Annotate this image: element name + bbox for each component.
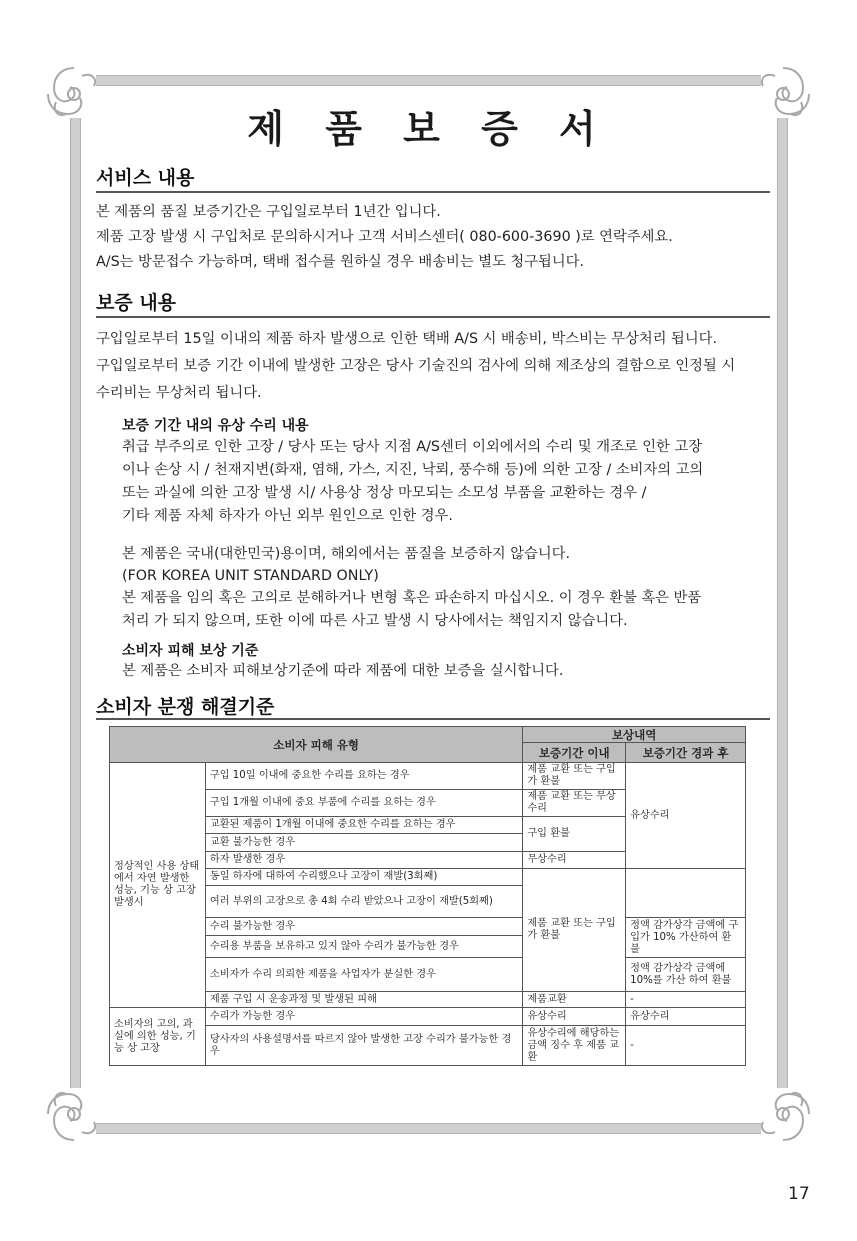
paid-repair-line: 이나 손상 시 / 천재지변(화재, 염해, 가스, 지진, 낙뢰, 풍수해 등)에 의한 고장 / 소비자의 고의 (122, 462, 704, 478)
table-row (110, 869, 746, 886)
table-cell: 구입 환불 (523, 817, 626, 852)
table-cell: 동일 하자에 대하여 수리했으나 고장이 재발(3회째) (205, 869, 522, 886)
notice-line: 본 제품을 임의 혹은 고의로 분해하거나 변형 혹은 파손하지 마십시오. 이 경우 환불 혹은 반품 (122, 590, 702, 606)
table-cell: - (626, 992, 746, 1008)
table-cell: 수리용 부품을 보유하고 있지 않아 수리가 불가능한 경우 (205, 936, 522, 958)
table-cell: 유상수리에 해당하는 금액 징수 후 제품 교환 (523, 1026, 626, 1066)
page-number: 17 (788, 1184, 810, 1204)
table-cell: 유상수리 (626, 763, 746, 869)
service-line: 본 제품의 품질 보증기간은 구입일로부터 1년간 입니다. (96, 204, 441, 220)
warranty-line: 구입일로부터 보증 기간 이내에 발생한 고장은 당사 기술진의 검사에 의해 제조상의 결함으로 인정될 시 (96, 358, 736, 374)
compensation-line: 본 제품은 소비자 피해보상기준에 따라 제품에 대한 보증을 실시합니다. (122, 663, 564, 679)
table-cell: 여러 부위의 고장으로 총 4회 수리 받았으나 고장이 재발(5회째) (205, 886, 522, 918)
table-cell: 구입 1개월 이내에 중요 부품에 수리를 요하는 경우 (205, 790, 522, 817)
table-header-within: 보증기간 이내 (523, 743, 626, 763)
frame-right-border (777, 118, 788, 1088)
table-header-after: 보증기간 경과 후 (626, 743, 746, 763)
table-cell: 정액 감가상각 금액에 10%를 가산 하여 환불 (626, 958, 746, 992)
table-cell: 수리가 가능한 경우 (205, 1008, 522, 1026)
table-cell: - (626, 1026, 746, 1066)
table-cell: 정액 감가상각 금액에 구입가 10% 가산하여 환불 (626, 918, 746, 958)
table-cell: 제품교환 (523, 992, 626, 1008)
service-line: A/S는 방문접수 가능하며, 택배 접수를 원하실 경우 배송비는 별도 청구됩니다. (96, 254, 584, 270)
notice-line: 처리 가 되지 않으며, 또한 이에 따른 사고 발생 시 당사에서는 책임지지 않습니다. (122, 613, 628, 629)
table-row (110, 918, 746, 936)
table-cell: 교환 불가능한 경우 (205, 834, 522, 852)
table-cell: 제품 구입 시 운송과정 및 발생된 피해 (205, 992, 522, 1008)
table-row (110, 1008, 746, 1026)
table-cell: 제품 교환 또는 구입가 환불 (523, 869, 626, 992)
frame-top-border (96, 75, 761, 86)
table-row (110, 763, 746, 790)
compensation-title: 소비자 피해 보상 기준 (122, 643, 259, 659)
table-row (110, 992, 746, 1008)
section-divider (96, 316, 770, 318)
notice-line: (FOR KOREA UNIT STANDARD ONLY) (122, 568, 379, 584)
paid-repair-line: 기타 제품 자체 하자가 아닌 외부 원인으로 인한 경우. (122, 508, 453, 524)
warranty-heading: 보증 내용 (96, 292, 177, 314)
frame-left-border (70, 118, 81, 1088)
section-divider (96, 718, 770, 720)
table-row (110, 1026, 746, 1066)
corner-ornament-icon (42, 1082, 106, 1146)
table-cell: 유상수리 (523, 1008, 626, 1026)
table-header-type: 소비자 피해 유형 (110, 727, 523, 763)
table-cell: 무상수리 (523, 852, 626, 869)
table-row (110, 958, 746, 992)
section-divider (96, 191, 770, 193)
table-cell: 하자 발생한 경우 (205, 852, 522, 869)
table-cell: 유상수리 (626, 1008, 746, 1026)
paid-repair-line: 취급 부주의로 인한 고장 / 당사 또는 당사 지점 A/S센터 이외에서의 수리 및 개조로 인한 고장 (122, 439, 703, 455)
table-cell: 제품 교환 또는 구입가 환불 (523, 763, 626, 790)
table-header-compensation: 보상내역 (523, 727, 746, 743)
service-heading: 서비스 내용 (96, 167, 195, 189)
corner-ornament-icon (751, 1082, 815, 1146)
notice-line: 본 제품은 국내(대한민국)용이며, 해외에서는 품질을 보증하지 않습니다. (122, 546, 571, 562)
frame-bottom-border (96, 1123, 761, 1134)
table-cell (626, 869, 746, 918)
warranty-line: 구입일로부터 15일 이내의 제품 하자 발생으로 인한 택배 A/S 시 배송비, 박스비는 무상처리 됩니다. (96, 331, 718, 347)
table-cell: 수리 불가능한 경우 (205, 918, 522, 936)
page-title: 제 품 보 증 서 (247, 107, 610, 151)
service-line: 제품 고장 발생 시 구입처로 문의하시거나 고객 서비스센터( 080-600-3690 )로 연락주세요. (96, 229, 673, 245)
paid-repair-line: 또는 과실에 의한 고장 발생 시/ 사용상 정상 마모되는 소모성 부품을 교환하는 경우 / (122, 485, 647, 501)
dispute-heading: 소비자 분쟁 해결기준 (96, 696, 275, 718)
paid-repair-title: 보증 기간 내의 유상 수리 내용 (122, 418, 309, 434)
table-cell: 소비자의 고의, 과실에 의한 성능, 기능 상 고장 (110, 1008, 206, 1066)
table-cell: 당사자의 사용설명서를 따르지 않아 발생한 고장 수리가 불가능한 경우 (205, 1026, 522, 1066)
table-cell: 교환된 제품이 1개월 이내에 중요한 수리를 요하는 경우 (205, 817, 522, 834)
table-cell: 정상적인 사용 상태에서 자연 발생한 성능, 기능 상 고장 발생시 (110, 763, 206, 1008)
warranty-line: 수리비는 무상처리 됩니다. (96, 385, 262, 401)
table-cell: 구입 10일 이내에 중요한 수리를 요하는 경우 (205, 763, 522, 790)
table-cell: 제품 교환 또는 무상수리 (523, 790, 626, 817)
dispute-table (109, 726, 746, 1066)
table-cell: 소비자가 수리 의뢰한 제품을 사업자가 분실한 경우 (205, 958, 522, 992)
